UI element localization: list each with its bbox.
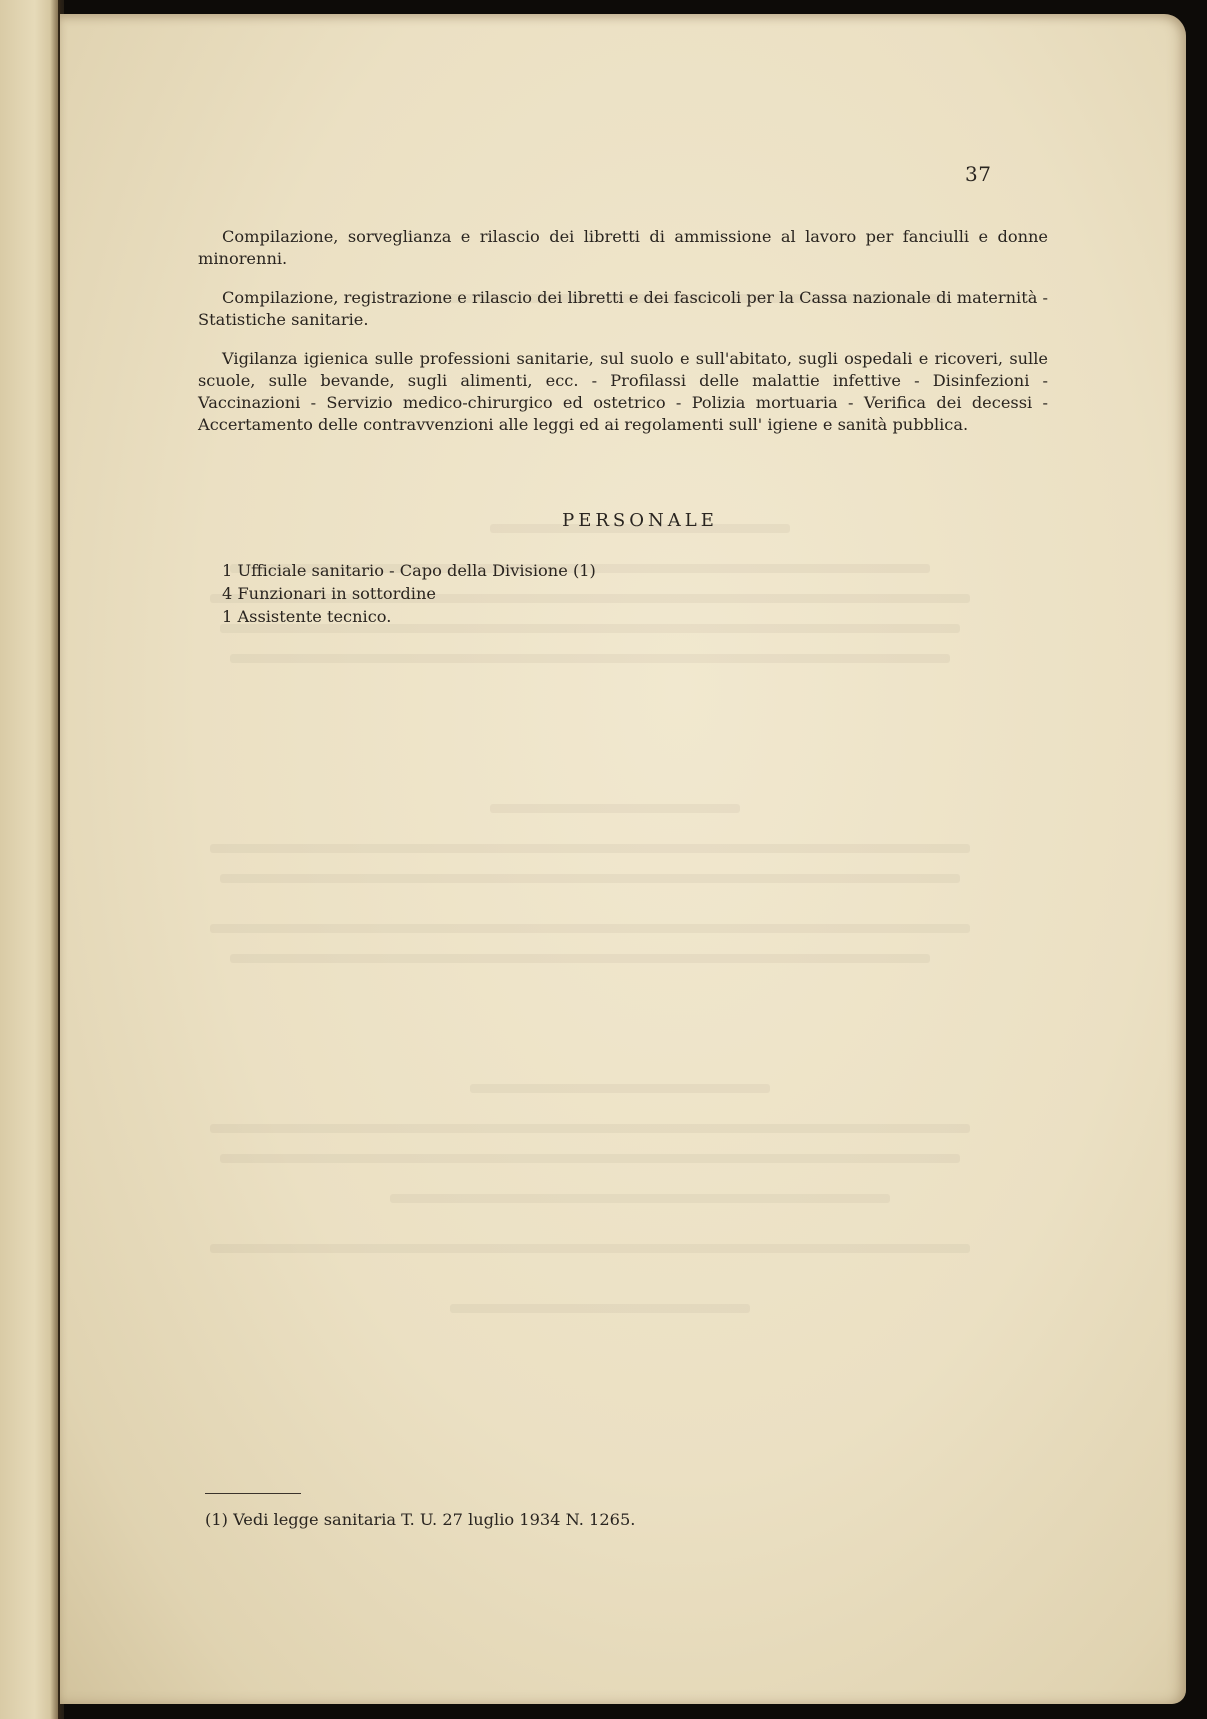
- paragraph-maternity-fund: Compilazione, registrazione e rilascio dei libretti e dei fascicoli per la Cassa nazionale di maternità - Statistiche sanitarie.: [198, 288, 1048, 329]
- staff-item: 1 Ufficiale sanitario - Capo della Divisione (1): [222, 561, 596, 580]
- section-heading: PERSONALE: [562, 510, 718, 531]
- staff-list: [222, 559, 596, 628]
- staff-item: 4 Funzionari in sottordine: [222, 584, 436, 603]
- paragraph-hygiene-vigilance: Vigilanza igienica sulle professioni sanitarie, sul suolo e sull'abitato, sugli ospedali e ricoveri, sulle scuole, sulle bevande, sugli alimenti, ecc. - Profilassi delle malattie infettive - Disinfezioni - Vaccinazioni - Servizio medico-chirurgico ed ostetrico - Polizia mortuaria - Verifica dei decessi - Accertamento delle contravvenzioni alle leggi ed ai regolamenti sull' igiene e sanità pubblica.: [198, 349, 1048, 434]
- footnote: (1) Vedi legge sanitaria T. U. 27 luglio 1934 N. 1265.: [205, 1510, 636, 1529]
- page-number: 37: [965, 162, 992, 186]
- document-page: [60, 14, 1186, 1704]
- footnote-divider: [205, 1493, 301, 1494]
- body-text: [198, 226, 1048, 453]
- staff-item: 1 Assistente tecnico.: [222, 607, 392, 626]
- paragraph-booklets-minors: Compilazione, sorveglianza e rilascio dei libretti di ammissione al lavoro per fanciulli e donne minorenni.: [198, 227, 1048, 268]
